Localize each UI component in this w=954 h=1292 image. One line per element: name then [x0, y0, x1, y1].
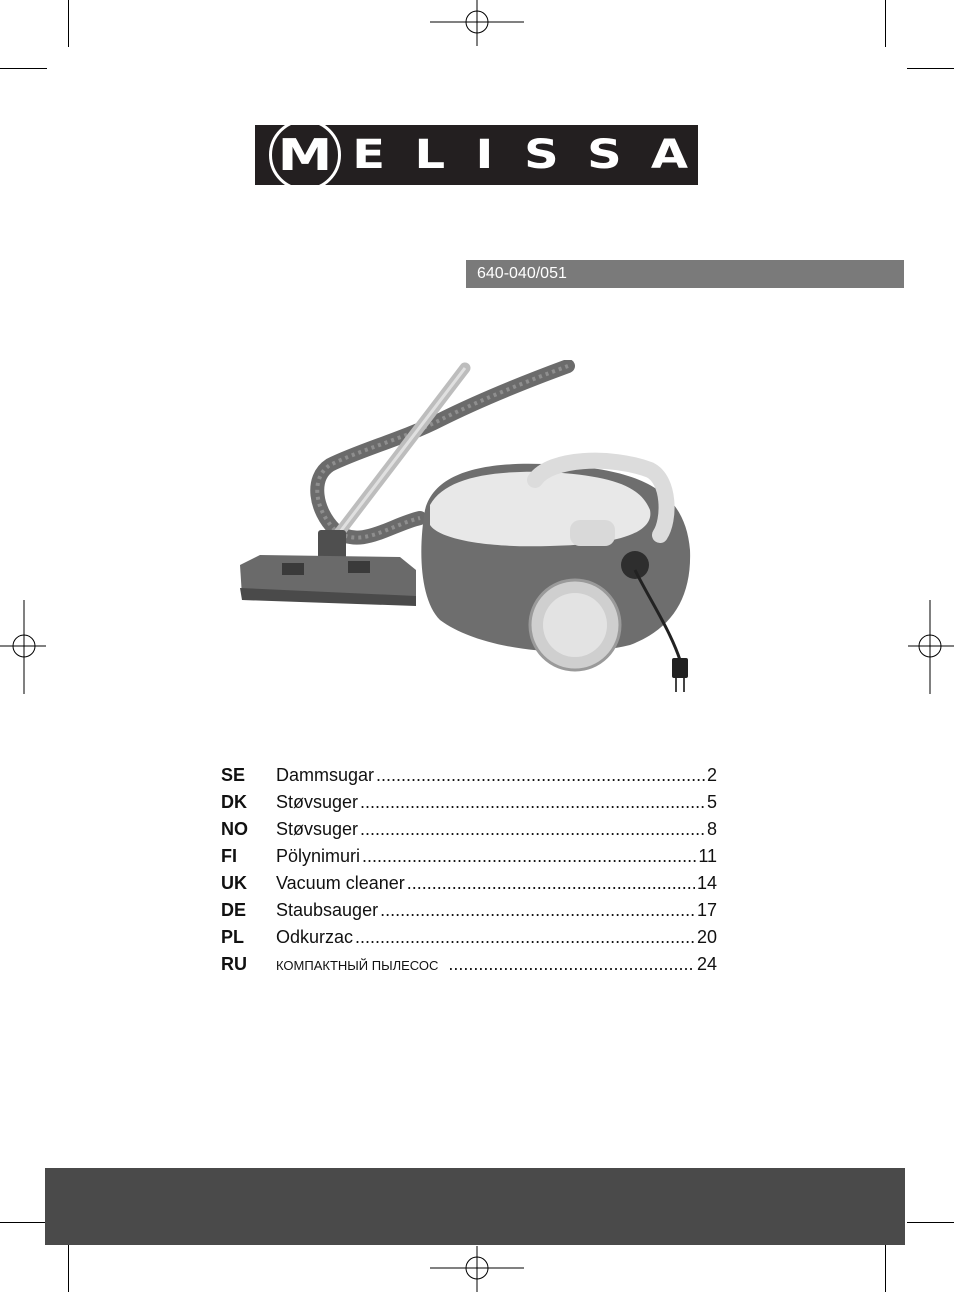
registration-mark-top-icon: [430, 0, 524, 48]
logo-letter: L: [414, 132, 446, 178]
toc-entry: [276, 873, 717, 894]
vacuum-cleaner-image: [230, 360, 710, 700]
toc-title: Pölynimuri: [276, 846, 361, 866]
logo-letter: S: [587, 132, 623, 178]
toc-entry: [276, 927, 717, 948]
toc-title: Staubsauger: [276, 900, 379, 920]
toc-language-code: DK: [221, 792, 247, 812]
model-number-bar: [466, 260, 904, 288]
toc-row-dk: [221, 789, 717, 816]
toc-title: Dammsugar: [276, 765, 375, 785]
toc-title: Støvsuger: [276, 819, 359, 839]
registration-mark-right-icon: [906, 600, 954, 694]
toc-page-number: 5: [706, 792, 717, 812]
toc-entry: [276, 819, 717, 840]
toc-entry: [276, 792, 717, 813]
toc-title: Vacuum cleaner: [276, 873, 405, 893]
toc-row-ru: [221, 951, 717, 978]
logo-wordmark: [352, 125, 695, 185]
toc-title: КОМПАКТНЫЙ ПЫЛЕСОС: [276, 958, 439, 973]
toc-row-de: [221, 897, 717, 924]
toc-leader-dots: [380, 900, 695, 921]
toc-entry: [276, 954, 717, 975]
toc-entry: [276, 846, 717, 867]
logo-initial: M: [277, 129, 333, 181]
toc-leader-dots: [355, 927, 695, 948]
toc-entry: [276, 900, 717, 921]
toc-leader-dots: [360, 792, 705, 813]
toc-page-number: 24: [696, 954, 717, 974]
logo-letter: A: [650, 132, 689, 178]
toc-language-code: SE: [221, 765, 246, 785]
toc-row-pl: [221, 924, 717, 951]
toc-page-number: 20: [696, 927, 717, 947]
registration-mark-bottom-icon: [430, 1244, 524, 1292]
logo-letter: I: [475, 132, 494, 178]
toc-leader-dots: [448, 954, 695, 975]
toc-page-number: 11: [698, 846, 717, 866]
toc-page-number: 17: [696, 900, 717, 920]
toc-language-code: RU: [221, 954, 247, 974]
toc-title: Støvsuger: [276, 792, 359, 812]
toc-row-no: [221, 816, 717, 843]
toc-leader-dots: [360, 819, 705, 840]
toc-leader-dots: [407, 873, 695, 894]
registration-mark-left-icon: [0, 600, 48, 694]
logo-letter: S: [524, 132, 559, 178]
model-number: 640-040/051: [477, 265, 567, 282]
toc-row-fi: [221, 843, 717, 870]
toc-leader-dots: [362, 846, 696, 867]
toc-language-code: PL: [221, 927, 245, 947]
toc-leader-dots: [376, 765, 705, 786]
toc-page-number: 14: [696, 873, 717, 893]
toc-page-number: 8: [706, 819, 717, 839]
logo-letter: E: [352, 132, 386, 178]
toc-row-uk: [221, 870, 717, 897]
toc-language-code: UK: [221, 873, 247, 893]
footer-band: [45, 1168, 905, 1245]
toc-entry: [276, 765, 717, 786]
toc-page-number: 2: [706, 765, 717, 785]
toc-title: Odkurzac: [276, 927, 354, 947]
toc-row-se: [221, 762, 717, 789]
toc-language-code: FI: [221, 846, 237, 866]
toc-language-code: DE: [221, 900, 247, 920]
brand-logo: [255, 125, 698, 185]
table-of-contents: [221, 762, 717, 978]
toc-language-code: NO: [221, 819, 248, 839]
